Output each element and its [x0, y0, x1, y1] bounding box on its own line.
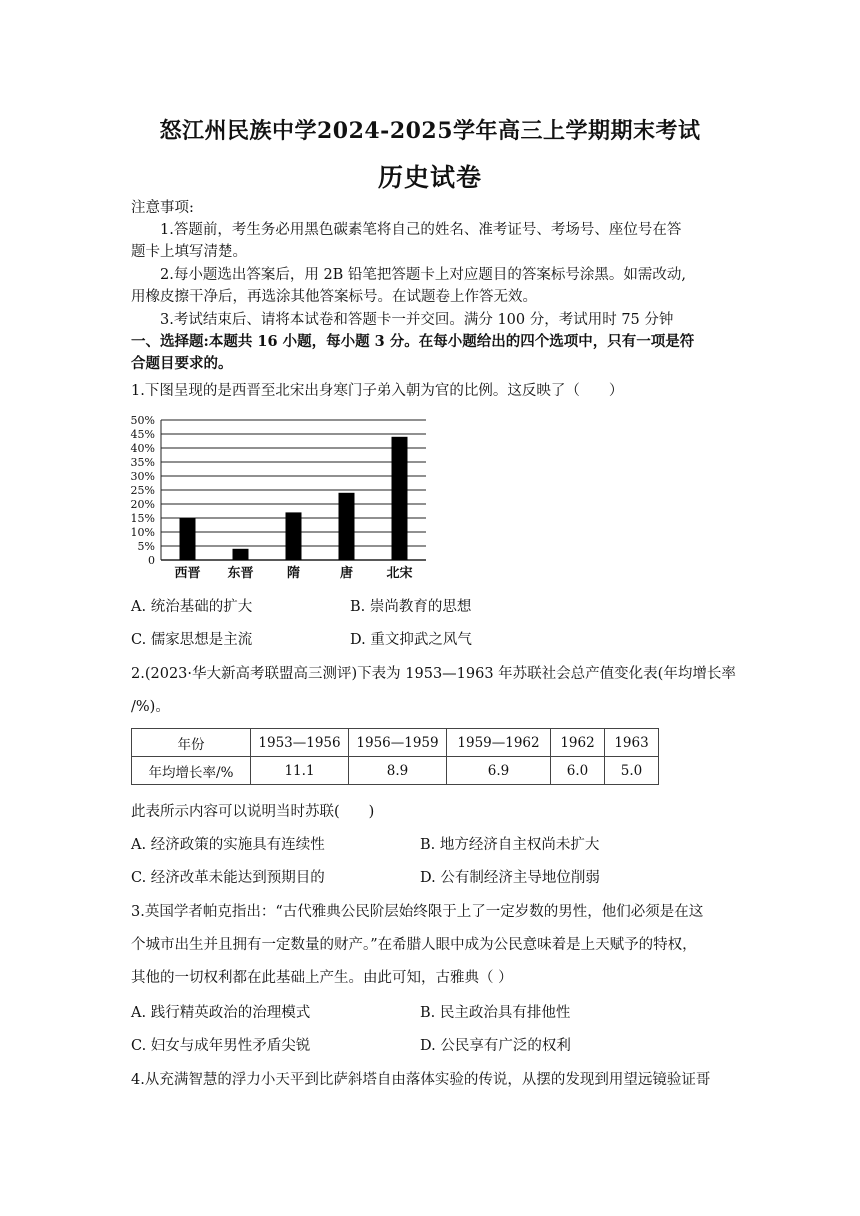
bar — [180, 518, 196, 560]
option-d: D. 重文抑武之风气 — [350, 632, 472, 648]
y-tick-label: 30% — [130, 470, 155, 483]
option-a: A. 经济政策的实施具有连续性 — [131, 837, 325, 853]
question-4-stem: 4.从充满智慧的浮力小天平到比萨斜塔自由落体实验的传说，从摆的发现到用望远镜验证哥 — [131, 1072, 711, 1088]
y-tick-label: 45% — [130, 428, 155, 441]
table-header-cell: 1953—1956 — [251, 729, 349, 757]
section-heading: 合题目要求的。 — [131, 355, 233, 372]
table-header-cell: 1956—1959 — [349, 729, 447, 757]
notice-item: 3.考试结束后、请将本试卷和答题卡一并交回。满分 100 分，考试用时 75 分钟 — [160, 312, 674, 328]
y-tick-label: 50% — [130, 414, 155, 427]
y-tick-label: 10% — [130, 526, 155, 539]
table-header-cell: 1962 — [551, 729, 605, 757]
x-category-label: 唐 — [339, 566, 354, 581]
bar — [286, 512, 302, 560]
option-b: B. 地方经济自主权尚未扩大 — [420, 837, 600, 853]
x-category-label: 隋 — [286, 566, 301, 581]
option-d: D. 公民享有广泛的权利 — [420, 1038, 571, 1054]
option-a: A. 践行精英政治的治理模式 — [131, 1005, 311, 1021]
option-b: B. 民主政治具有排他性 — [420, 1005, 571, 1021]
notice-heading: 注意事项: — [131, 200, 194, 216]
question-2-stem: 2.(2023·华大新高考联盟高三测评)下表为 1953—1963 年苏联社会总产值变化表(年均增长率 — [131, 666, 736, 682]
table-header-cell: 1959—1962 — [447, 729, 551, 757]
table-header-cell: 年份 — [132, 729, 251, 757]
table-cell: 6.0 — [551, 757, 605, 785]
bar — [339, 493, 355, 560]
notice-item: 用橡皮擦干净后，再选涂其他答案标号。在试题卷上作答无效。 — [131, 289, 537, 305]
notice-item: 2.每小题选出答案后，用 2B 铅笔把答题卡上对应题目的答案标号涂黑。如需改动, — [160, 267, 687, 283]
y-tick-label: 0 — [148, 554, 155, 567]
option-c: C. 经济改革未能达到预期目的 — [131, 870, 325, 886]
table-cell: 5.0 — [605, 757, 659, 785]
bar — [233, 549, 249, 560]
notice-item: 题卡上填写清楚。 — [131, 244, 247, 260]
notice-item: 1.答题前，考生务必用黑色碳素笔将自己的姓名、准考证号、考场号、座位号在答 — [160, 222, 682, 238]
question-1-stem: 1.下图呈现的是西晋至北宋出身寒门子弟入朝为官的比例。这反映了（ ） — [131, 383, 624, 399]
bar — [392, 437, 408, 560]
question-3-stem: 其他的一切权利都在此基础上产生。由此可知，古雅典（ ） — [131, 970, 513, 986]
x-category-label: 北宋 — [386, 566, 413, 581]
option-c: C. 妇女与成年男性矛盾尖锐 — [131, 1038, 311, 1054]
section-heading: 一、选择题:本题共 16 小题，每小题 3 分。在每小题给出的四个选项中，只有一项是符 — [131, 333, 695, 350]
question-3-stem: 个城市出生并且拥有一定数量的财产。”在希腊人眼中成为公民意味着是上天赋予的特权， — [131, 937, 697, 953]
question-2-stem: /%)。 — [131, 699, 170, 715]
data-table — [131, 728, 659, 785]
table-cell: 6.9 — [447, 757, 551, 785]
table-cell: 8.9 — [349, 757, 447, 785]
table-header-cell: 1963 — [605, 729, 659, 757]
table-row — [132, 729, 659, 757]
exam-title: 怒江州民族中学2024-2025学年高三上学期期末考试 — [159, 118, 701, 144]
y-tick-label: 35% — [130, 456, 155, 469]
y-tick-label: 40% — [130, 442, 155, 455]
option-c: C. 儒家思想是主流 — [131, 632, 253, 648]
bar-chart — [128, 412, 438, 584]
table-cell: 11.1 — [251, 757, 349, 785]
table-cell: 年均增长率/% — [132, 757, 251, 785]
exam-subject: 历史试卷 — [377, 163, 482, 192]
option-d: D. 公有制经济主导地位削弱 — [420, 870, 600, 886]
table-row — [132, 757, 659, 785]
y-tick-label: 5% — [137, 540, 155, 553]
y-tick-label: 20% — [130, 498, 155, 511]
option-a: A. 统治基础的扩大 — [131, 599, 253, 615]
y-tick-label: 25% — [130, 484, 155, 497]
question-3-stem: 3.英国学者帕克指出：“古代雅典公民阶层始终限于上了一定岁数的男性，他们必须是在这 — [131, 904, 704, 920]
y-tick-label: 15% — [130, 512, 155, 525]
x-category-label: 东晋 — [227, 566, 254, 581]
question-2-followup: 此表所示内容可以说明当时苏联( ) — [131, 804, 375, 820]
x-category-label: 西晋 — [174, 566, 201, 581]
option-b: B. 崇尚教育的思想 — [350, 599, 472, 615]
